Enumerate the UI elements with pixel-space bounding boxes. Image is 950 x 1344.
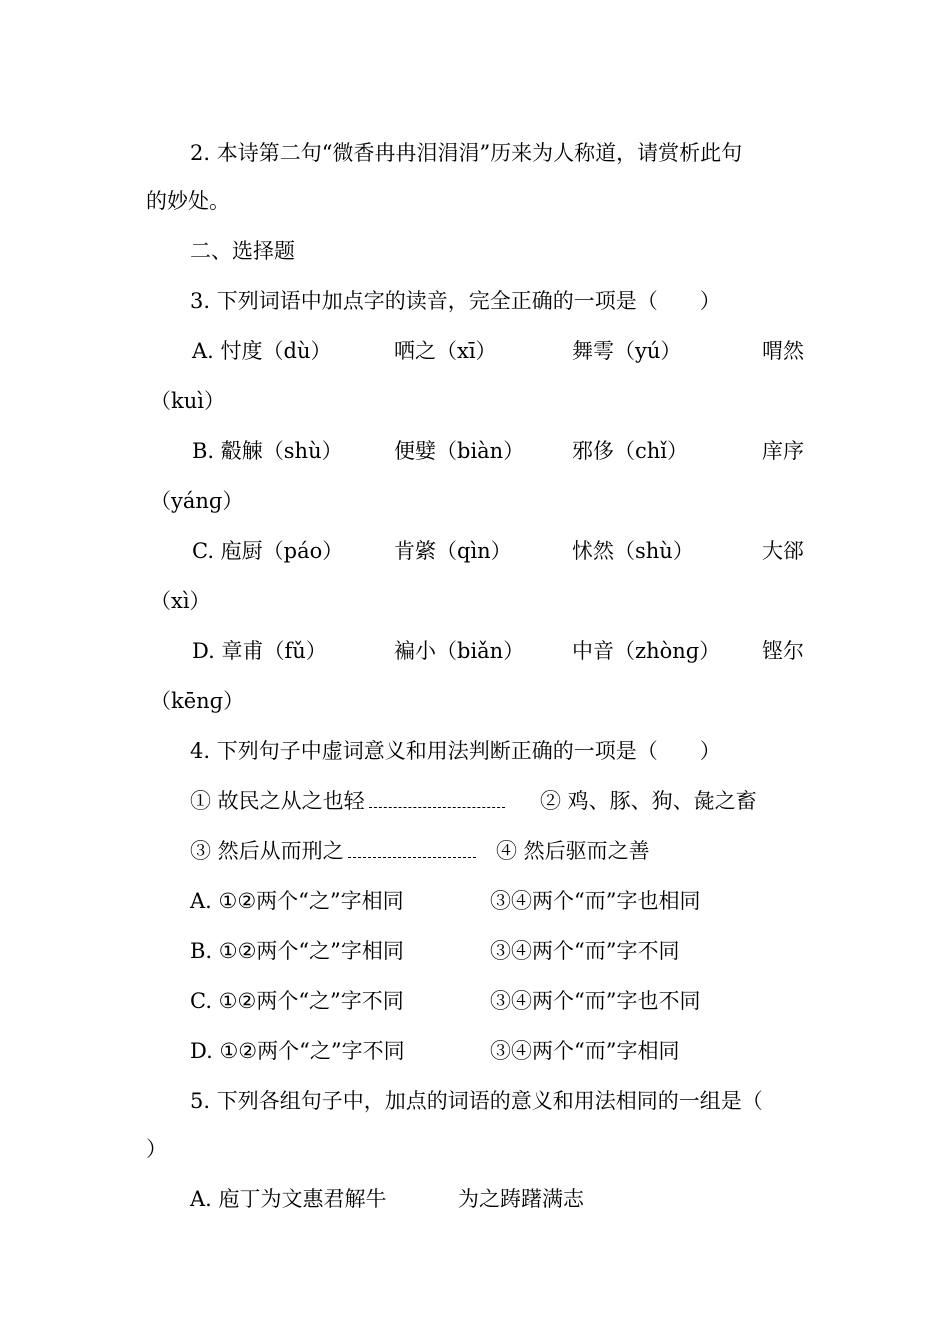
q3-c-term-1: C. 庖厨（páo） [192,539,344,563]
q4-stem: 4. 下列句子中虚词意义和用法判断正确的一项是（ ） [190,739,721,763]
q3-a-term-4: 喟然 [762,339,804,363]
q3-c-term-3: 怵然（shù） [572,539,694,563]
q4-sentence-3: ③ 然后从而刑之 [190,838,476,864]
q4-b-part-1: B. ①②两个“之”字相同 [190,939,404,963]
q3-d-term-2: 褊小（biǎn） [394,639,525,663]
q3-a-term-3: 舞雩（yú） [572,339,682,363]
q3-c-term-4-pinyin: （xì） [150,589,211,613]
q3-a-term-4-pinyin: （kuì） [150,389,225,413]
q4-c-part-1: C. ①②两个“之”字不同 [190,989,404,1013]
q3-d-term-1: D. 章甫（fǔ） [192,639,327,663]
q4-a-part-2: ③④两个“而”字也相同 [490,889,701,913]
q4-b-part-2: ③④两个“而”字不同 [490,939,680,963]
q3-c-term-4: 大郤 [762,539,804,563]
q3-b-term-3: 邪侈（chǐ） [572,439,689,463]
q5-a-part-2: 为之踌躇满志 [458,1187,584,1211]
q4-sentence-1-blank [369,789,505,808]
q4-sentence-2: ② 鸡、豚、狗、彘之畜 [540,789,757,813]
q3-b-term-4: 庠序 [762,439,804,463]
q3-d-term-4-pinyin: （kēnɡ） [150,689,245,713]
q3-d-term-3: 中音（zhònɡ） [572,639,721,663]
q4-sentence-1: ① 故民之从之也轻 [190,788,505,814]
q2-line-1: 2. 本诗第二句“微香冉冉泪涓涓”历来为人称道，请赏析此句 [190,141,743,165]
q2-line-2: 的妙处。 [146,189,230,213]
q4-sentence-4: ④ 然后驱而之善 [496,839,650,863]
q3-b-term-1: B. 觳觫（shù） [192,439,343,463]
q4-c-part-2: ③④两个“而”字也不同 [490,989,701,1013]
q3-stem: 3. 下列词语中加点字的读音，完全正确的一项是（ ） [190,289,721,313]
q3-c-term-2: 肯綮（qìn） [394,539,512,563]
section-heading-choice: 二、选择题 [190,239,295,263]
q5-a-part-1: A. 庖丁为文惠君解牛 [190,1187,387,1211]
q4-a-part-1: A. ①②两个“之”字相同 [190,889,404,913]
q3-a-term-2: 哂之（xī） [394,339,497,363]
q4-d-part-1: D. ①②两个“之”字不同 [190,1039,405,1063]
q3-b-term-4-pinyin: （yánɡ） [150,489,244,513]
q3-a-term-1: A. 忖度（dù） [192,339,332,363]
q5-stem-line-1: 5. 下列各组句子中，加点的词语的意义和用法相同的一组是（ [190,1089,763,1113]
q3-d-term-4: 铿尔 [762,639,804,663]
q4-d-part-2: ③④两个“而”字相同 [490,1039,680,1063]
q3-b-term-2: 便嬖（biàn） [394,439,525,463]
q5-stem-line-2: ） [146,1137,167,1161]
q4-sentence-3-blank [348,839,476,858]
